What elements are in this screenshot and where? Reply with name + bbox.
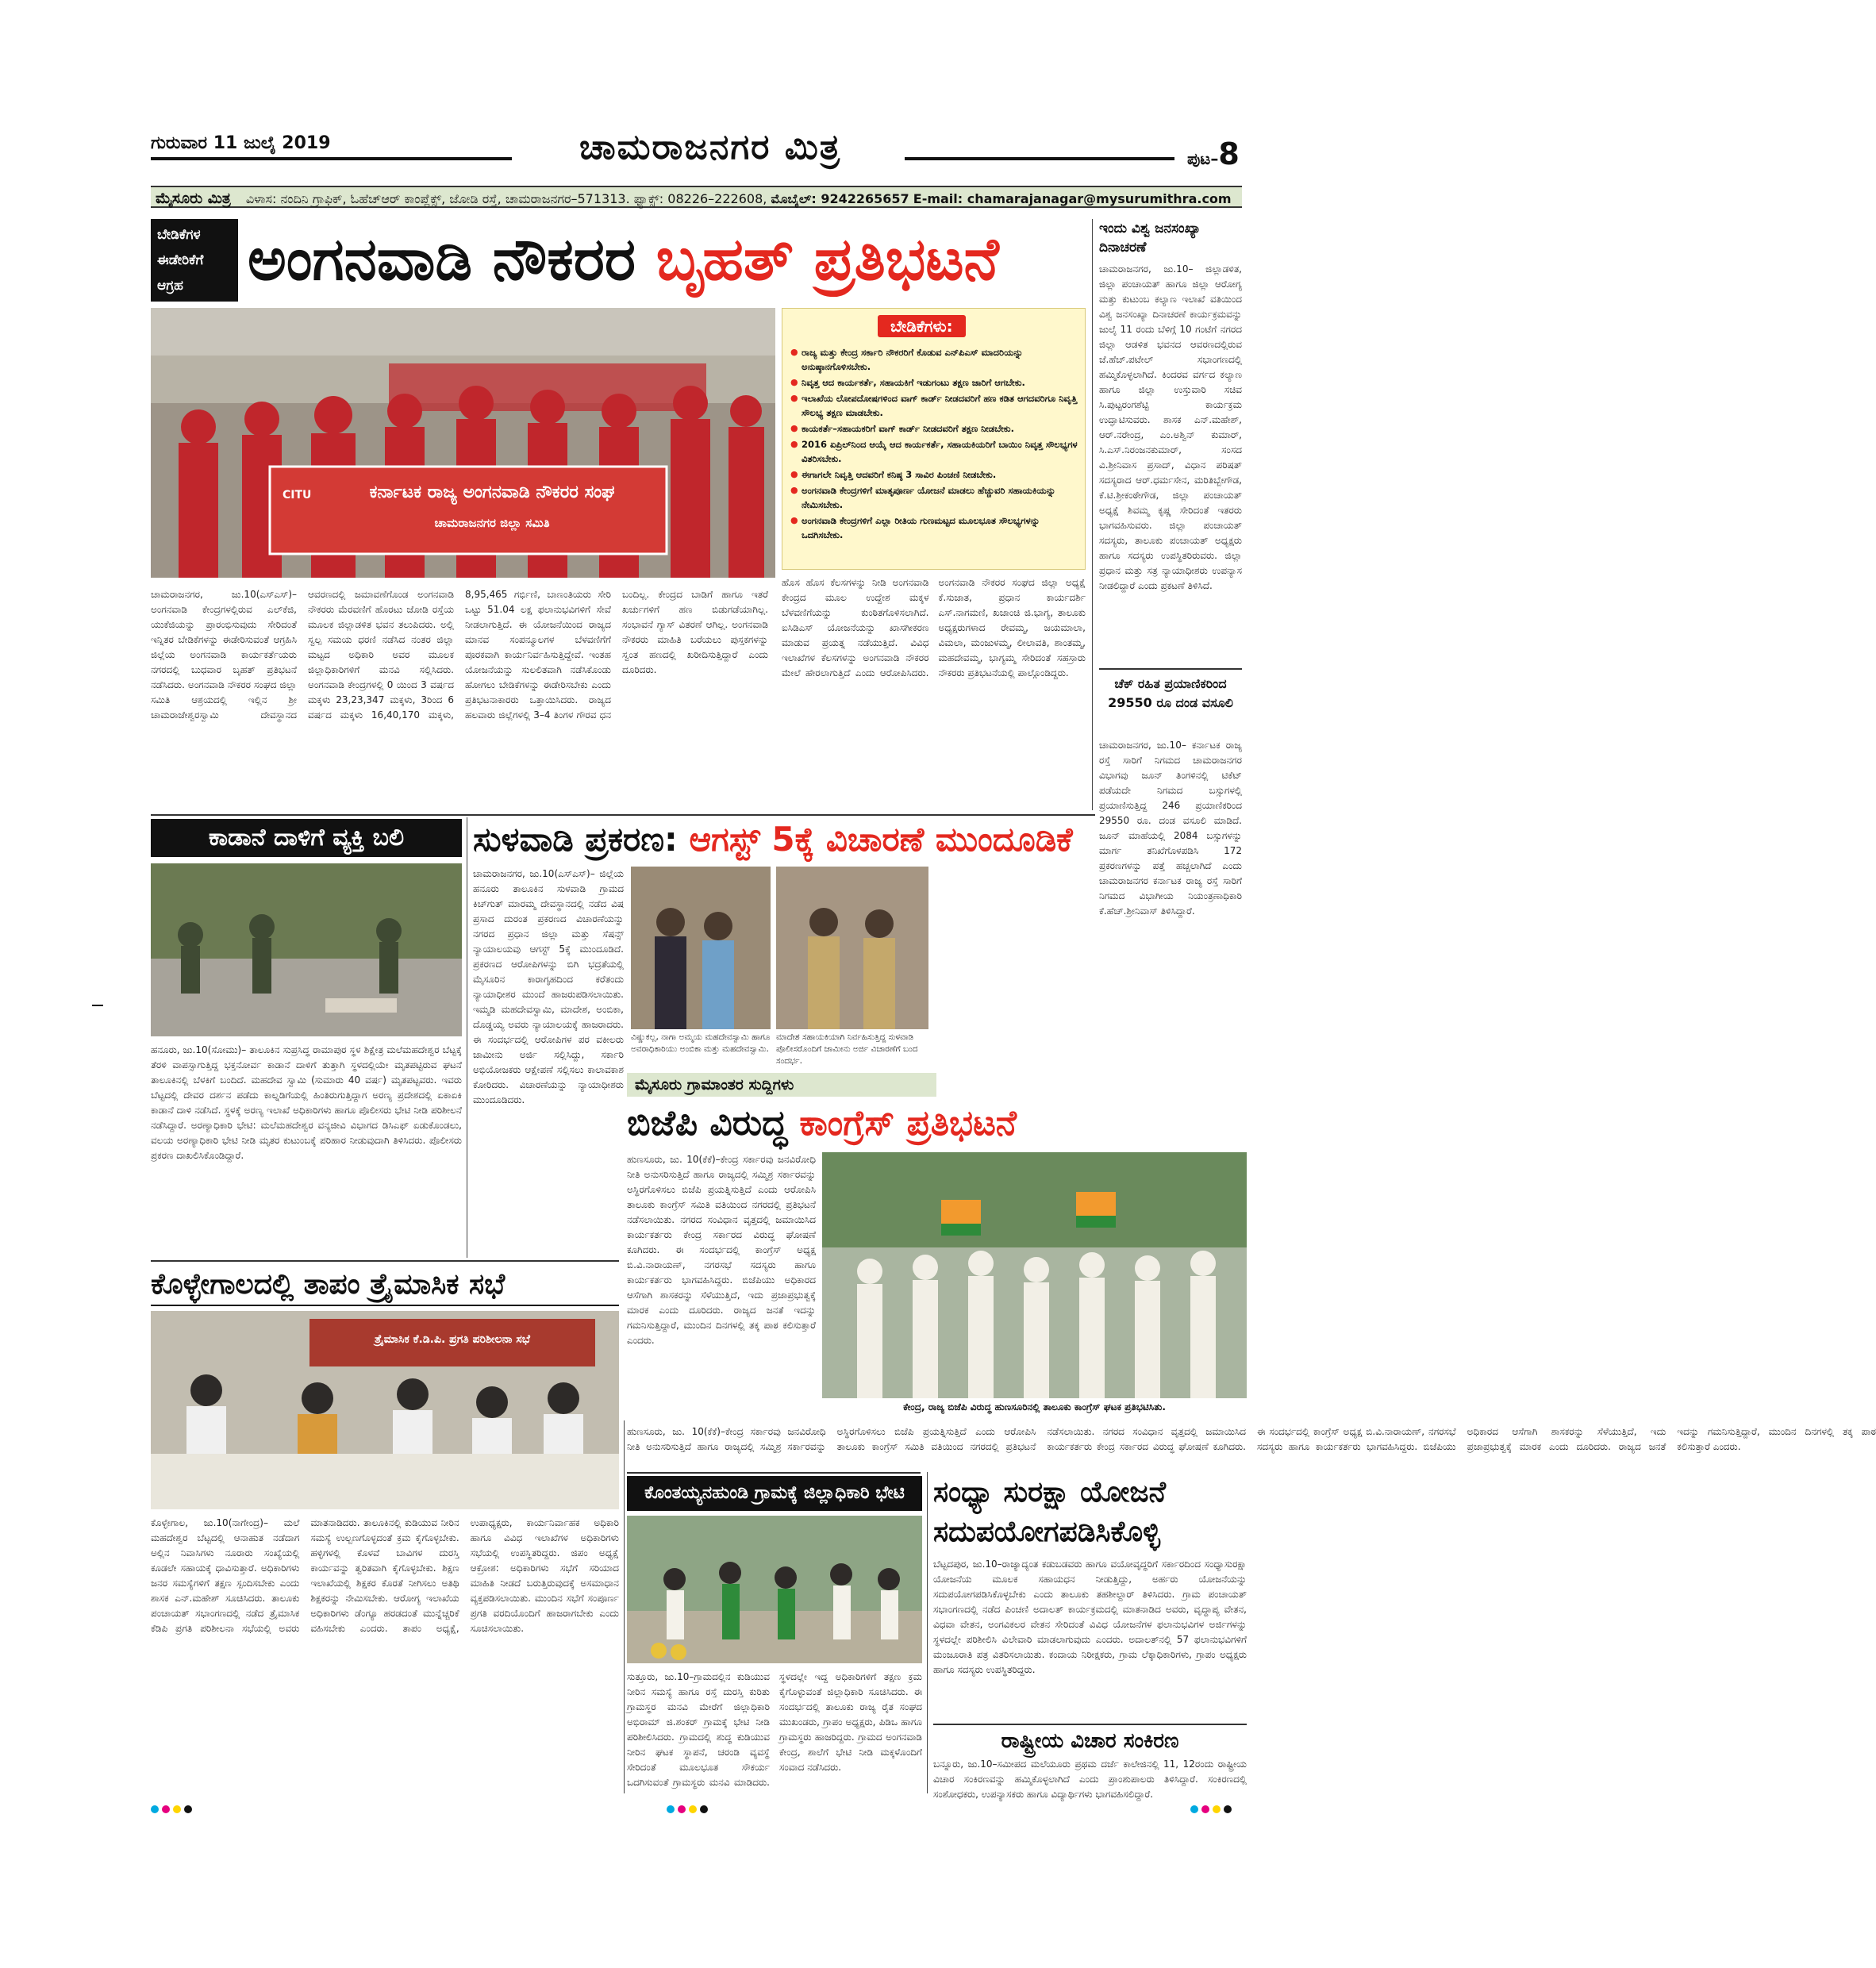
issue-date: ಗುರುವಾರ 11 ಜುಲೈ 2019 [151,133,331,153]
demand-item: ● ಈಗಾಗಲೇ ನಿವೃತ್ತಿ ಆದವರಿಗೆ ಕನಿಷ್ಠ 3 ಸಾವಿರ ಪಿಂಚಣಿ ನೀಡಬೇಕು. [790,467,1080,482]
protest-caption: ಕೇಂದ್ರ, ರಾಜ್ಯ ಬಿಜೆಪಿ ವಿರುದ್ಧ ಹುಣಸೂರಿನಲ್ಲಿ ತಾಲೂಕು ಕಾಂಗ್ರೆಸ್ ಘಟಕ ಪ್ರತಿಭಟಿಸಿತು. [903,1401,1166,1413]
sandhya-headline-line-2: ಸದುಪಯೋಗಪಡಿಸಿಕೊಳ್ಳಿ [933,1516,1160,1548]
citu-logo: CITU [283,489,312,502]
population-day-title: ಇಂದು ವಿಶ್ವ ಜನಸಂಖ್ಯಾ ದಿನಾಚರಣೆ [1099,221,1201,256]
page-digit: 8 [1218,136,1240,171]
fax: ಫ್ಯಾಕ್ಸ್: 08226–222608, [633,191,767,206]
bjp-congress-body: ಹುಣಸೂರು, ಜು. 10(ಕೆಕೆ)–ಕೇಂದ್ರ ಸರ್ಕಾರವು ಜನವಿರೋಧಿ ನೀತಿ ಅನುಸರಿಸುತ್ತಿದೆ ಹಾಗೂ ರಾಜ್ಯದಲ್ಲಿ ಸಮ್ಮಿಶ್ರ ಸರ್ಕಾರವನ್ನು ಅಸ್ಥಿರಗೊಳಿಸಲು ಬಿಜೆಪಿ ಪ್ರಯತ್ನಿಸುತ್ತಿದೆ ಎಂದು ಆರೋಪಿಸಿ ತಾಲೂಕು ಕಾಂಗ್ರೆಸ್ ಸಮಿತಿ ವತಿಯಿಂದ ನಗರದಲ್ಲಿ ಪ್ರತಿಭಟನೆ ನಡೆಸಲಾಯಿತು. ನಗರದ ಸಂವಿಧಾನ ವೃತ್ತದಲ್ಲಿ ಜಮಾಯಿಸಿದ ಕಾರ್ಯಕರ್ತರು ಕೇಂದ್ರ ಸರ್ಕಾರದ ವಿರುದ್ಧ ಘೋಷಣೆ ಕೂಗಿದರು. ಈ ಸಂದರ್ಭದಲ್ಲಿ ಕಾಂಗ್ರೆಸ್ ಅಧ್ಯಕ್ಷ ಬಿ.ವಿ.ನಾರಾಯಣ್, ನಗರಸಭೆ ಸದಸ್ಯರು ಹಾಗೂ ಕಾರ್ಯಕರ್ತರು ಭಾಗವಹಿಸಿದ್ದರು. ಬಿಜೆಪಿಯು ಅಧಿಕಾರದ ಆಸೆಗಾಗಿ ಶಾಸಕರನ್ನು ಸೆಳೆಯುತ್ತಿದೆ, ಇದು ಪ್ರಜಾಪ್ರಭುತ್ವಕ್ಕೆ ಮಾರಕ ಎಂದು ದೂರಿದರು. ರಾಜ್ಯದ ಜನತೆ ಇದನ್ನು ಗಮನಿಸುತ್ತಿದ್ದಾರೆ, ಮುಂದಿನ ದಿನಗಳಲ್ಲಿ ತಕ್ಕ ಪಾಠ ಕಲಿಸುತ್ತಾರೆ ಎಂದರು. [627,1154,816,1346]
sulwadi-headline-red: ಆಗಸ್ಟ್ 5ಕ್ಕೆ ವಿಚಾರಣೆ ಮುಂದೂಡಿಕೆ [689,820,1073,859]
sandhya-headline-line-1: ಸಂಧ್ಯಾ ಸುರಕ್ಷಾ ಯೋಜನೆ [933,1476,1167,1509]
demand-item: ● ಅಂಗನವಾಡಿ ಕೇಂದ್ರಗಳಿಗೆ ಎಲ್ಲಾ ರೀತಿಯ ಗುಣಮಟ್ಟದ ಮೂಲಭೂತ ಸೌಲಭ್ಯಗಳನ್ನು ಒದಗಿಸಬೇಕು. [790,513,1080,542]
kontayyanahundi-headline: ಕೊಂತಯ್ಯನಹುಂಡಿ ಗ್ರಾಮಕ್ಕೆ ಜಿಲ್ಲಾಧಿಕಾರಿ ಭೇಟಿ [627,1476,922,1511]
demands-title: ಬೇಡಿಕೆಗಳು: [878,315,966,337]
congress-rally-illustration [822,1152,1247,1398]
protest-photo [822,1152,1247,1398]
section-divider-1 [151,814,1095,816]
registration-marks-centre [667,1801,711,1816]
sulwadi-photo-2 [776,867,928,1029]
elephant-headline: ಕಾಡಾನೆ ದಾಳಿಗೆ ವ್ಯಕ್ತಿ ಬಲಿ [151,819,462,857]
seminar-body: ಬನ್ನೂರು, ಜು.10–ಸಮೀಪದ ಮಲೆಯೂರು ಪ್ರಥಮ ದರ್ಜೆ ಕಾಲೇಜಿನಲ್ಲಿ 11, 12ರಂದು ರಾಷ್ಟ್ರೀಯ ವಿಚಾರ ಸಂಕಿರಣವನ್ನು ಹಮ್ಮಿಕೊಳ್ಳಲಾಗಿದೆ ಎಂದು ಪ್ರಾಂಶುಪಾಲರು ತಿಳಿಸಿದ್ದಾರೆ. ಸಂಕಿರಣದಲ್ಲಿ ಸಂಶೋಧಕರು, ಉಪನ್ಯಾಸಕರು ಹಾಗೂ ವಿದ್ಯಾರ್ಥಿಗಳು ಭಾಗವಹಿಸಲಿದ್ದಾರೆ. [933,1759,1247,1800]
village-visit-illustration [627,1516,922,1663]
seminar-headline: ರಾಷ್ಟ್ರೀಯ ವಿಚಾರ ಸಂಕಿರಣ [1001,1729,1179,1753]
demand-item: ● ಅಂಗನವಾಡಿ ಕೇಂದ್ರಗಳಿಗೆ ಮಾತೃಪೂರ್ಣ ಯೋಜನೆ ಮಾಡಲು ಹೆಚ್ಚುವರಿ ಸಹಾಯಕಿಯನ್ನು ನೇಮಿಸಬೇಕು. [790,483,1080,512]
meeting-banner-text: ತ್ರೈಮಾಸಿಕ ಕೆ.ಡಿ.ಪಿ. ಪ್ರಗತಿ ಪರಿಶೀಲನಾ ಸಭೆ [375,1333,530,1346]
margin-mark [92,1005,103,1006]
bjp-congress-headline-black: ಬಿಜೆಪಿ ವಿರುದ್ಧ [627,1103,788,1144]
lead-headline-black: ಅಂಗನವಾಡಿ ನೌಕರರ [248,225,636,294]
kollegal-photo [151,1311,619,1509]
sulwadi-caption-2: ಮಾದೇಶ ಸಹಾಯಕಿಯಾಗಿ ನಿರ್ವಹಿಸುತ್ತಿದ್ದ ಸುಳವಾಡಿ ಪೊಲೀಸರೊಂದಿಗೆ ಜಾಮೀನು ಅರ್ಜಿ ವಿಚಾರಣೆಗೆ ಬಂದ ಸಂದರ್ಭ. [776,1032,918,1066]
sulwadi-body: ಚಾಮರಾಜನಗರ, ಜು.10(ಎಸ್‌ಎಸ್)– ಜಿಲ್ಲೆಯ ಹನೂರು ತಾಲೂಕಿನ ಸುಳವಾಡಿ ಗ್ರಾಮದ ಕಿಚ್‌ಗುತ್ ಮಾರಮ್ಮ ದೇವಸ್ಥಾನದಲ್ಲಿ ನಡೆದ ವಿಷ ಪ್ರಸಾದ ದುರಂತ ಪ್ರಕರಣದ ವಿಚಾರಣೆಯನ್ನು ನಗರದ ಪ್ರಧಾನ ಜಿಲ್ಲಾ ಮತ್ತು ಸೆಷನ್ಸ್ ನ್ಯಾಯಾಲಯವು ಆಗಸ್ಟ್ 5ಕ್ಕೆ ಮುಂದೂಡಿದೆ. ಪ್ರಕರಣದ ಆರೋಪಿಗಳನ್ನು ಬಿಗಿ ಭದ್ರತೆಯಲ್ಲಿ ಮೈಸೂರಿನ ಕಾರಾಗೃಹದಿಂದ ಕರೆತಂದು ನ್ಯಾಯಾಧೀಶರ ಮುಂದೆ ಹಾಜರುಪಡಿಸಲಾಯಿತು. ಇಮ್ಮಡಿ ಮಹದೇವಸ್ವಾಮಿ, ಮಾದೇಶ, ಅಂಬಿಕಾ, ದೊಡ್ಡಯ್ಯ ಅವರು ನ್ಯಾಯಾಲಯಕ್ಕೆ ಹಾಜರಾದರು. ಈ ಸಂದರ್ಭದಲ್ಲಿ ಆರೋಪಿಗಳ ಪರ ವಕೀಲರು ಜಾಮೀನು ಅರ್ಜಿ ಸಲ್ಲಿಸಿದ್ದು, ಸರ್ಕಾರಿ ಅಭಿಯೋಜಕರು ಆಕ್ಷೇಪಣೆ ಸಲ್ಲಿಸಲು ಕಾಲಾವಕಾಶ ಕೋರಿದರು. ವಿಚಾರಣೆಯನ್ನು ನ್ಯಾಯಾಧೀಶರು ಮುಂದೂಡಿದರು. [473,868,624,1105]
demand-item: ● 2016 ಏಪ್ರಿಲ್‌ನಿಂದ ಆಯ್ಕೆ ಆದ ಕಾರ್ಯಕರ್ತೆ, ಸಹಾಯಕಿಯರಿಗೆ ಬಾಯಿಂ ನಿವೃತ್ತ ಸೌಲಭ್ಯಗಳ ವಿತರಿಸಬೇಕು. [790,437,1080,466]
right-divider [1099,668,1242,670]
page-label: ಪುಟ– [1187,149,1219,168]
section-divider-4 [933,1724,1247,1725]
right-lower-rule [927,1472,928,1793]
ticketless-title: ಚೆಕ್ ರಹಿತ ಪ್ರಯಾಣಿಕರಿಂದ 29550 ರೂ ದಂಡ ವಸೂಲಿ [1108,676,1233,710]
banner-text: ಕರ್ನಾಟಕ ರಾಜ್ಯ ಅಂಗನವಾಡಿ ನೌಕರರ ಸಂಘ [369,482,615,502]
demand-item: ● ಇಲಾಖೆಯ ಲೋಪದೋಷಗಳಿಂದ ವಾಗ್ ಕಾರ್ಡ್ ನೀಡದವರಿಗೆ ಹಣ ಕಡಿತ ಆಗದವರಿಗೂ ನಿವೃತ್ತಿ ಸೌಲಭ್ಯ ತಕ್ಷಣ ಮಾಡಬೇಕು. [790,391,1080,420]
kontayyanahundi-body: ಸುತ್ತೂರು, ಜು.10–ಗ್ರಾಮದಲ್ಲಿನ ಕುಡಿಯುವ ನೀರಿನ ಸಮಸ್ಯೆ ಹಾಗೂ ರಸ್ತೆ ದುರಸ್ತಿ ಕುರಿತು ಗ್ರಾಮಸ್ಥರ ಮನವಿ ಮೇರೆಗೆ ಜಿಲ್ಲಾಧಿಕಾರಿ ಅಭಿರಾಮ್ ಜಿ.ಶಂಕರ್ ಗ್ರಾಮಕ್ಕೆ ಭೇಟಿ ನೀಡಿ ಪರಿಶೀಲಿಸಿದರು. ಗ್ರಾಮದಲ್ಲಿ ಶುದ್ಧ ಕುಡಿಯುವ ನೀರಿನ ಘಟಕ ಸ್ಥಾಪನೆ, ಚರಂಡಿ ವ್ಯವಸ್ಥೆ ಸೇರಿದಂತೆ ಮೂಲಭೂತ ಸೌಕರ್ಯ ಒದಗಿಸುವಂತೆ ಗ್ರಾಮಸ್ಥರು ಮನವಿ ಮಾಡಿದರು. ಸ್ಥಳದಲ್ಲೇ ಇದ್ದ ಅಧಿಕಾರಿಗಳಿಗೆ ತಕ್ಷಣ ಕ್ರಮ ಕೈಗೊಳ್ಳುವಂತೆ ಜಿಲ್ಲಾಧಿಕಾರಿ ಸೂಚಿಸಿದರು. ಈ ಸಂದರ್ಭದಲ್ಲಿ ತಾಲೂಕು ರಾಜ್ಯ ರೈತ ಸಂಘದ ಮುಖಂಡರು, ಗ್ರಾಪಂ ಅಧ್ಯಕ್ಷರು, ಪಿಡಿಒ ಹಾಗೂ ಗ್ರಾಮಸ್ಥರು ಹಾಜರಿದ್ದರು. ಗ್ರಾಮದ ಅಂಗನವಾಡಿ ಕೇಂದ್ರ, ಶಾಲೆಗೆ ಭೇಟಿ ನೀಡಿ ಮಕ್ಕಳೊಂದಿಗೆ ಸಂವಾದ ನಡೆಸಿದರು. [627,1671,922,1788]
demand-item: ● ನಿವೃತ್ತ ಆದ ಕಾರ್ಯಕರ್ತೆ, ಸಹಾಯಕಿಗೆ ಇಡುಗಂಟು ತಕ್ಷಣ ಜಾರಿಗೆ ಆಗಬೇಕು. [790,375,1080,390]
demands-list [790,345,1080,544]
demands-box [782,308,1086,570]
header-rule-left [151,157,512,160]
lead-headline-red: ಬೃಹತ್ ಪ್ರತಿಭಟನೆ [655,225,999,294]
protest-march-illustration [151,308,775,578]
banner-subtext: ಚಾಮರಾಜನಗರ ಜಿಲ್ಲಾ ಸಮಿತಿ [434,516,550,530]
section-divider-3 [627,1472,921,1474]
lead-tag-line-3: ಆಗ್ರಹ [157,278,183,294]
sulwadi-caption-1: ವಿಷ್ಣುಕಲ್ಲ, ನಾಗಾ ಅಮ್ಮಯ ಮಹದೇವಸ್ವಾಮಿ ಹಾಗೂ ಅವರಾಧಿಕಾರಿಯು ಅಂಬಿಕಾ ಮತ್ತು ಮಹದೇವಸ್ವಾಮಿ. [631,1032,771,1054]
sandhya-headline [933,1473,1247,1552]
police-escort-illustration [776,867,928,1029]
bjp-congress-body-continued [627,1424,1876,1468]
lead-tag [151,219,238,302]
lead-body: ಚಾಮರಾಜನಗರ, ಜು.10(ಎಸ್‌ಎಸ್)– ಅಂಗನವಾಡಿ ಕೇಂದ್ರಗಳಲ್ಲಿರುವ ಎಲ್‌ಕೆಜಿ, ಯುಕೆಜಿಯನ್ನು ಪ್ರಾರಂಭಿಸುವುದು ಸೇರಿದಂತೆ ಇನ್ನಿತರ ಬೇಡಿಕೆಗಳನ್ನು ಈಡೇರಿಸುವಂತೆ ಆಗ್ರಹಿಸಿ ಜಿಲ್ಲೆಯ ಅಂಗನವಾಡಿ ಕಾರ್ಯಕರ್ತೆಯರು ನಗರದಲ್ಲಿ ಬುಧವಾರ ಬೃಹತ್ ಪ್ರತಿಭಟನೆ ನಡೆಸಿದರು. ಅಂಗನವಾಡಿ ನೌಕರರ ಸಂಘದ ಜಿಲ್ಲಾ ಸಮಿತಿ ಆಶ್ರಯದಲ್ಲಿ ಇಲ್ಲಿನ ಶ್ರೀ ಚಾಮರಾಜೇಶ್ವರಸ್ವಾಮಿ ದೇವಸ್ಥಾನದ ಆವರಣದಲ್ಲಿ ಜಮಾವಣೆಗೊಂಡ ಅಂಗನವಾಡಿ ನೌಕರರು ಮೆರವಣಿಗೆ ಹೊರಟು ಜೋಡಿ ರಸ್ತೆಯ ಮೂಲಕ ಜಿಲ್ಲಾಡಳಿತ ಭವನ ತಲುಪಿದರು. ಅಲ್ಲಿ ಸ್ವಲ್ಪ ಸಮಯ ಧರಣಿ ನಡೆಸಿದ ನಂತರ ಜಿಲ್ಲಾ ಮಟ್ಟದ ಅಧಿಕಾರಿ ಅವರ ಮೂಲಕ ಜಿಲ್ಲಾಧಿಕಾರಿಗಳಿಗೆ ಮನವಿ ಸಲ್ಲಿಸಿದರು. ಅಂಗನವಾಡಿ ಕೇಂದ್ರಗಳಲ್ಲಿ 0 ಯಿಂದ 3 ವರ್ಷದ ಮಕ್ಕಳು 23,23,347 ಮಕ್ಕಳು, 3ರಿಂದ 6 ವರ್ಷದ ಮಕ್ಕಳು 16,40,170 ಮಕ್ಕಳು, 8,95,465 ಗರ್ಭಿಣಿ, ಬಾಣಂತಿಯರು ಸೇರಿ ಒಟ್ಟು 51.04 ಲಕ್ಷ ಫಲಾನುಭವಿಗಳಿಗೆ ಸೇವೆ ನೀಡಲಾಗುತ್ತಿದೆ. ಈ ಯೋಜನೆಯಿಂದ ರಾಜ್ಯದ ಮಾನವ ಸಂಪನ್ಮೂಲಗಳ ಬೆಳವಣಿಗೆಗೆ ಪೂರಕವಾಗಿ ಕಾರ್ಯನಿರ್ವಹಿಸುತ್ತಿದ್ದೇವೆ. ಇಂತಹ ಯೋಜನೆಯನ್ನು ಸುಲಲಿತವಾಗಿ ನಡೆಸಿಕೊಂಡು ಹೋಗಲು ಬೇಡಿಕೆಗಳನ್ನು ಈಡೇರಿಸಬೇಕು ಎಂದು ಪ್ರತಿಭಟನಾಕಾರರು ಒತ್ತಾಯಿಸಿದರು. ರಾಜ್ಯದ ಹಲವಾರು ಜಿಲ್ಲೆಗಳಲ್ಲಿ 3–4 ತಿಂಗಳ ಗೌರವ ಧನ ಬಂದಿಲ್ಲ. ಕೇಂದ್ರದ ಬಾಡಿಗೆ ಹಾಗೂ ಇತರೆ ಖರ್ಚುಗಳಿಗೆ ಹಣ ಬಿಡುಗಡೆಯಾಗಿಲ್ಲ. ಸಂಭಾವನೆ ಗ್ಯಾಸ್ ವಿತರಣೆ ಆಗಿಲ್ಲ. ಅಂಗನವಾಡಿ ನೌಕರರು ಮಾಹಿತಿ ಬರೆಯಲು ಪುಸ್ತಕಗಳನ್ನು ಸ್ವಂತ ಹಣದಲ್ಲಿ ಖರೀದಿಸುತ್ತಿದ್ದಾರೆ ಎಂದು ದೂರಿದರು. [151,589,768,721]
sulwadi-photo-1 [631,867,771,1029]
forest-scene-illustration [151,863,462,1036]
dc-visit-photo [627,1516,922,1663]
bjp-congress-headline-red: ಕಾಂಗ್ರೆಸ್ ಪ್ರತಿಭಟನೆ [799,1103,1017,1144]
right-column-rule [1092,219,1093,810]
bjp-congress-headline [627,1099,1246,1148]
sulwadi-headline-black: ಸುಳವಾಡಿ ಪ್ರಕರಣ: [473,820,678,859]
sulwadi-headline [473,817,1247,862]
registration-marks-left [151,1801,195,1816]
centre-rule [624,1420,625,1793]
section-divider-2 [151,1260,619,1262]
lead-headline [248,216,1081,303]
header-rule-right [905,157,1174,160]
demand-item: ● ರಾಜ್ಯ ಮತ್ತು ಕೇಂದ್ರ ಸರ್ಕಾರಿ ನೌಕರರಿಗೆ ಕೊಡುವ ಎನ್‌ಪಿಎಸ್ ಮಾದರಿಯನ್ನು ಅನುಷ್ಠಾನಗೊಳಿಸಬೇಕು. [790,345,1080,374]
email: E-mail: chamarajanagar@mysurumithra.com [913,191,1232,206]
lead-photo [151,308,775,578]
lead-tag-line-1: ಬೇಡಿಕೆಗಳ [157,227,201,243]
kollegal-body: ಕೊಳ್ಳೇಗಾಲ, ಜು.10(ನಾಗೇಂದ್ರ)– ಮಲೆ ಮಹದೇಶ್ವರ ಬೆಟ್ಟದಲ್ಲಿ ಆನಾಹುತ ನಡೆದಾಗ ಅಲ್ಲಿನ ನಿವಾಸಿಗಳು ನೂರಾರು ಸಂಖ್ಯೆಯಲ್ಲಿ ಕೂಡಲೇ ಸಹಾಯಕ್ಕೆ ಧಾವಿಸುತ್ತಾರೆ. ಅಧಿಕಾರಿಗಳು ಜನರ ಸಮಸ್ಯೆಗಳಿಗೆ ತಕ್ಷಣ ಸ್ಪಂದಿಸಬೇಕು ಎಂದು ಶಾಸಕ ಎನ್.ಮಹೇಶ್ ಸೂಚಿಸಿದರು. ತಾಲೂಕು ಪಂಚಾಯತ್ ಸಭಾಂಗಣದಲ್ಲಿ ನಡೆದ ತ್ರೈಮಾಸಿಕ ಕೆಡಿಪಿ ಪ್ರಗತಿ ಪರಿಶೀಲನಾ ಸಭೆಯಲ್ಲಿ ಅವರು ಮಾತನಾಡಿದರು. ತಾಲೂಕಿನಲ್ಲಿ ಕುಡಿಯುವ ನೀರಿನ ಸಮಸ್ಯೆ ಉಲ್ಬಣಗೊಳ್ಳದಂತೆ ಕ್ರಮ ಕೈಗೊಳ್ಳಬೇಕು. ಹಳ್ಳಿಗಳಲ್ಲಿ ಕೊಳವೆ ಬಾವಿಗಳ ದುರಸ್ತಿ ಕಾರ್ಯವನ್ನು ತ್ವರಿತವಾಗಿ ಕೈಗೊಳ್ಳಬೇಕು. ಶಿಕ್ಷಣ ಇಲಾಖೆಯಲ್ಲಿ ಶಿಕ್ಷಕರ ಕೊರತೆ ನೀಗಿಸಲು ಅತಿಥಿ ಶಿಕ್ಷಕರನ್ನು ನೇಮಿಸಬೇಕು. ಆರೋಗ್ಯ ಇಲಾಖೆಯ ಅಧಿಕಾರಿಗಳು ಡೆಂಗ್ಯೂ ಹರಡದಂತೆ ಮುನ್ನೆಚ್ಚರಿಕೆ ವಹಿಸಬೇಕು ಎಂದರು. ತಾಪಂ ಅಧ್ಯಕ್ಷೆ, ಉಪಾಧ್ಯಕ್ಷರು, ಕಾರ್ಯನಿರ್ವಾಹಕ ಅಧಿಕಾರಿ ಹಾಗೂ ವಿವಿಧ ಇಲಾಖೆಗಳ ಅಧಿಕಾರಿಗಳು ಸಭೆಯಲ್ಲಿ ಉಪಸ್ಥಿತರಿದ್ದರು. ಜಿಪಂ ಅಧ್ಯಕ್ಷೆ ಆಕ್ರೋಶ: ಅಧಿಕಾರಿಗಳು ಸಭೆಗೆ ಸರಿಯಾದ ಮಾಹಿತಿ ನೀಡದೆ ಬರುತ್ತಿರುವುದಕ್ಕೆ ಅಸಮಾಧಾನ ವ್ಯಕ್ತಪಡಿಸಲಾಯಿತು. ಮುಂದಿನ ಸಭೆಗೆ ಸಂಪೂರ್ಣ ಪ್ರಗತಿ ವರದಿಯೊಂದಿಗೆ ಹಾಜರಾಗಬೇಕು ಎಂದು ಸೂಚಿಸಲಾಯಿತು. [151,1517,619,1634]
ticketless-body: ಚಾಮರಾಜನಗರ, ಜು.10– ಕರ್ನಾಟಕ ರಾಜ್ಯ ರಸ್ತೆ ಸಾರಿಗೆ ನಿಗಮದ ಚಾಮರಾಜನಗರ ವಿಭಾಗವು ಜೂನ್ ತಿಂಗಳಿನಲ್ಲಿ ಟಿಕೆಟ್ ಪಡೆಯದೇ ನಿಗಮದ ಬಸ್ಸುಗಳಲ್ಲಿ ಪ್ರಯಾಣಿಸುತ್ತಿದ್ದ 246 ಪ್ರಯಾಣಿಕರಿಂದ 29550 ರೂ. ದಂಡ ವಸೂಲಿ ಮಾಡಿದೆ. ಜೂನ್ ಮಾಹೆಯಲ್ಲಿ 2084 ಬಸ್ಸುಗಳನ್ನು ಮಾರ್ಗ ತನಿಖೆಗೊಳಪಡಿಸಿ 172 ಪ್ರಕರಣಗಳನ್ನು ಪತ್ತೆ ಹಚ್ಚಲಾಗಿದೆ ಎಂದು ಚಾಮರಾಜನಗರ ಕರ್ನಾಟಕ ರಾಜ್ಯ ರಸ್ತೆ ಸಾರಿಗೆ ನಿಗಮದ ವಿಭಾಗೀಯ ನಿಯಂತ್ರಣಾಧಿಕಾರಿ ಕೆ.ಹೆಚ್.ಶ್ರೀನಿವಾಸ್ ತಿಳಿಸಿದ್ದಾರೆ. [1099,740,1242,917]
brand-name: ಮೈಸೂರು ಮಿತ್ರ [156,190,231,207]
kollegal-headline: ಕೊಳ್ಳೇಗಾಲದಲ್ಲಿ ತಾಪಂ ತ್ರೈಮಾಸಿಕ ಸಭೆ [151,1265,619,1306]
masthead: ಚಾಮರಾಜನಗರ ಮಿತ್ರ [579,127,841,167]
elephant-body: ಹನೂರು, ಜು.10(ಸೋಮು)– ತಾಲೂಕಿನ ಸುಪ್ರಸಿದ್ಧ ರಾಮಾಪುರ ಸ್ಥಳ ಶಿಕ್ಷೇತ್ರ ಮಲೆಮಹದೇಶ್ವರ ಬೆಟ್ಟಕ್ಕೆ ತೆರಳಿ ವಾಪಸ್ಸಾಗುತ್ತಿದ್ದ ಭಕ್ತನೋರ್ವ ಕಾಡಾನೆ ದಾಳಿಗೆ ತುತ್ತಾಗಿ ಸ್ಥಳದಲ್ಲಿಯೇ ಮೃತಪಟ್ಟಿರುವ ಘಟನೆ ತಾಲೂಕಿನಲ್ಲಿ ಬೆಳಕಿಗೆ ಬಂದಿದೆ. ಮಹದೇವ ಸ್ವಾಮಿ (ಸುಮಾರು 40 ವರ್ಷ) ಮೃತಪಟ್ಟವರು. ಇವರು ಬೆಟ್ಟದಲ್ಲಿ ದೇವರ ದರ್ಶನ ಪಡೆದು ಕಾಲ್ನಡಿಗೆಯಲ್ಲಿ ಹಿಂತಿರುಗುತ್ತಿದ್ದಾಗ ಅರಣ್ಯ ಪ್ರದೇಶದಲ್ಲಿ ಏಕಾಏಕಿ ಕಾಡಾನೆ ದಾಳಿ ನಡೆಸಿದೆ. ಸ್ಥಳಕ್ಕೆ ಅರಣ್ಯ ಇಲಾಖೆ ಅಧಿಕಾರಿಗಳು ಹಾಗೂ ಪೊಲೀಸರು ಭೇಟಿ ನೀಡಿ ಪರಿಶೀಲನೆ ನಡೆಸಿದ್ದಾರೆ. ಅರಣ್ಯಾಧಿಕಾರಿ ಭೇಟಿ: ಮಲೆಮಹದೇಶ್ವರ ವನ್ಯಜೀವಿ ವಿಭಾಗದ ಡಿಸಿಎಫ್ ಏಡುಕೊಂಡಲು, ವಲಯ ಅರಣ್ಯಾಧಿಕಾರಿ ಭೇಟಿ ನೀಡಿ ಮೃತರ ಕುಟುಂಬಕ್ಕೆ ಪರಿಹಾರ ನೀಡುವುದಾಗಿ ತಿಳಿಸಿದರು. ಪೊಲೀಸರು ಪ್ರಕರಣ ದಾಖಲಿಸಿಕೊಂಡಿದ್ದಾರೆ. [151,1044,462,1161]
page-number [1187,136,1240,171]
court-scene-illustration [631,867,771,1029]
bjp-congress-continued-text: ಹುಣಸೂರು, ಜು. 10(ಕೆಕೆ)–ಕೇಂದ್ರ ಸರ್ಕಾರವು ಜನವಿರೋಧಿ ನೀತಿ ಅನುಸರಿಸುತ್ತಿದೆ ಹಾಗೂ ರಾಜ್ಯದಲ್ಲಿ ಸಮ್ಮಿಶ್ರ ಸರ್ಕಾರವನ್ನು ಅಸ್ಥಿರಗೊಳಿಸಲು ಬಿಜೆಪಿ ಪ್ರಯತ್ನಿಸುತ್ತಿದೆ ಎಂದು ಆರೋಪಿಸಿ ತಾಲೂಕು ಕಾಂಗ್ರೆಸ್ ಸಮಿತಿ ವತಿಯಿಂದ ನಗರದಲ್ಲಿ ಪ್ರತಿಭಟನೆ ನಡೆಸಲಾಯಿತು. ನಗರದ ಸಂವಿಧಾನ ವೃತ್ತದಲ್ಲಿ ಜಮಾಯಿಸಿದ ಕಾರ್ಯಕರ್ತರು ಕೇಂದ್ರ ಸರ್ಕಾರದ ವಿರುದ್ಧ ಘೋಷಣೆ ಕೂಗಿದರು. ಈ ಸಂದರ್ಭದಲ್ಲಿ ಕಾಂಗ್ರೆಸ್ ಅಧ್ಯಕ್ಷ ಬಿ.ವಿ.ನಾರಾಯಣ್, ನಗರಸಭೆ ಸದಸ್ಯರು ಹಾಗೂ ಕಾರ್ಯಕರ್ತರು ಭಾಗವಹಿಸಿದ್ದರು. ಬಿಜೆಪಿಯು ಅಧಿಕಾರದ ಆಸೆಗಾಗಿ ಶಾಸಕರನ್ನು ಸೆಳೆಯುತ್ತಿದೆ, ಇದು ಪ್ರಜಾಪ್ರಭುತ್ವಕ್ಕೆ ಮಾರಕ ಎಂದು ದೂರಿದರು. ರಾಜ್ಯದ ಜನತೆ ಇದನ್ನು ಗಮನಿಸುತ್ತಿದ್ದಾರೆ, ಮುಂದಿನ ದಿನಗಳಲ್ಲಿ ತಕ್ಕ ಪಾಠ ಕಲಿಸುತ್ತಾರೆ ಎಂದರು. [627,1426,1876,1452]
elephant-photo [151,863,462,1036]
mobile: ಮೊಬೈಲ್: 9242265657 [771,191,909,206]
lead-tag-line-2: ಈಡೇರಿಕೆಗೆ [157,252,204,268]
sandhya-body: ಬೆಟ್ಟದಪುರ, ಜು.10–ರಾಜ್ಯಾದ್ಯಂತ ಕಡುಬಡವರು ಹಾಗೂ ವಯೋವೃದ್ಧರಿಗೆ ಸರ್ಕಾರದಿಂದ ಸಂಧ್ಯಾಸುರಕ್ಷಾ ಯೋಜನೆಯ ಮೂಲಕ ಸಹಾಯಧನ ನೀಡುತ್ತಿದ್ದು, ಅರ್ಹರು ಯೋಜನೆಯನ್ನು ಸದುಪಯೋಗಪಡಿಸಿಕೊಳ್ಳಬೇಕು ಎಂದು ತಾಲೂಕು ತಹಶೀಲ್ದಾರ್ ತಿಳಿಸಿದರು. ಗ್ರಾಮ ಪಂಚಾಯತ್ ಸಭಾಂಗಣದಲ್ಲಿ ನಡೆದ ಪಿಂಚಣಿ ಅದಾಲತ್ ಕಾರ್ಯಕ್ರಮದಲ್ಲಿ ಮಾತನಾಡಿದ ಅವರು, ವೃದ್ಧಾಪ್ಯ ವೇತನ, ವಿಧವಾ ವೇತನ, ಅಂಗವಿಕಲರ ವೇತನ ಸೇರಿದಂತೆ ವಿವಿಧ ಯೋಜನೆಗಳ ಫಲಾನುಭವಿಗಳ ಅರ್ಜಿಗಳನ್ನು ಸ್ಥಳದಲ್ಲೇ ಪರಿಶೀಲಿಸಿ ವಿಲೇವಾರಿ ಮಾಡಲಾಗುವುದು ಎಂದರು. ಅದಾಲತ್‌ನಲ್ಲಿ 57 ಫಲಾನುಭವಿಗಳಿಗೆ ಮಂಜೂರಾತಿ ಪತ್ರ ವಿತರಿಸಲಾಯಿತು. ಕಂದಾಯ ನಿರೀಕ್ಷಕರು, ಗ್ರಾಮ ಲೆಕ್ಕಾಧಿಕಾರಿಗಳು, ಗ್ರಾಪಂ ಅಧ್ಯಕ್ಷರು ಹಾಗೂ ಸದಸ್ಯರು ಉಪಸ್ಥಿತರಿದ್ದರು. [933,1559,1247,1675]
address: ವಿಳಾಸ: ನಂದಿನಿ ಗ್ರಾಫಿಕ್, ಓಹೆಚ್‌ಆರ್ ಕಾಂಪ್ಲೆಕ್ಸ್, ಜೋಡಿ ರಸ್ತೆ, ಚಾಮರಾಜನಗರ–571313. [245,191,630,206]
lead-body-continued: ಹೊಸ ಹೊಸ ಕೆಲಸಗಳನ್ನು ನೀಡಿ ಅಂಗನವಾಡಿ ಕೇಂದ್ರದ ಮೂಲ ಉದ್ದೇಶ ಮಕ್ಕಳ ಬೆಳವಣಿಗೆಯನ್ನು ಕುಂಠಿತಗೊಳಿಸಲಾಗಿದೆ. ಐಸಿಡಿಎಸ್ ಯೋಜನೆಯನ್ನು ಖಾಸಗೀಕರಣ ಮಾಡುವ ಪ್ರಯತ್ನ ನಡೆಯುತ್ತಿದೆ. ವಿವಿಧ ಇಲಾಖೆಗಳ ಕೆಲಸಗಳನ್ನು ಅಂಗನವಾಡಿ ನೌಕರರ ಮೇಲೆ ಹೇರಲಾಗುತ್ತಿದೆ ಎಂದು ಆರೋಪಿಸಿದರು. ಅಂಗನವಾಡಿ ನೌಕರರ ಸಂಘದ ಜಿಲ್ಲಾ ಅಧ್ಯಕ್ಷೆ ಕೆ.ಸುಜಾತ, ಪ್ರಧಾನ ಕಾರ್ಯದರ್ಶಿ ಎಸ್.ನಾಗಮಣಿ, ಖಜಾಂಚಿ ಜಿ.ಭಾಗ್ಯ, ತಾಲೂಕು ಅಧ್ಯಕ್ಷರುಗಳಾದ ರೇವಮ್ಮ, ಜಯಮಾಲಾ, ವಿಮಲಾ, ಮಂಜುಳಮ್ಮ, ಲೀಲಾವತಿ, ಶಾಂತಮ್ಮ, ಮಹದೇವಮ್ಮ, ಭಾಗ್ಯಮ್ಮ ಸೇರಿದಂತೆ ಸಹಸ್ರಾರು ನೌಕರರು ಪ್ರತಿಭಟನೆಯಲ್ಲಿ ಪಾಲ್ಗೊಂಡಿದ್ದರು. [782,577,1086,678]
registration-marks-right [1190,1801,1235,1816]
demand-item: ● ಕಾಯಕರ್ತೆ–ಸಹಾಯಕರಿಗೆ ವಾಗ್ ಕಾರ್ಡ್ ನೀಡದವರಿಗೆ ತಕ್ಷಣ ನೀಡಬೇಕು. [790,421,1080,436]
contact-bar [151,186,1242,208]
population-day-body: ಚಾಮರಾಜನಗರ, ಜು.10– ಜಿಲ್ಲಾಡಳಿತ, ಜಿಲ್ಲಾ ಪಂಚಾಯತ್ ಹಾಗೂ ಜಿಲ್ಲಾ ಆರೋಗ್ಯ ಮತ್ತು ಕುಟುಂಬ ಕಲ್ಯಾಣ ಇಲಾಖೆ ವತಿಯಿಂದ ವಿಶ್ವ ಜನಸಂಖ್ಯಾ ದಿನಾಚರಣೆ ಕಾರ್ಯಕ್ರಮವನ್ನು ಜುಲೈ 11 ರಂದು ಬೆಳಿಗ್ಗೆ 10 ಗಂಟೆಗೆ ನಗರದ ಜಿಲ್ಲಾ ಆಡಳಿತ ಭವನದ ಆವರಣದಲ್ಲಿರುವ ಜೆ.ಹೆಚ್.ಪಟೇಲ್ ಸಭಾಂಗಣದಲ್ಲಿ ಹಮ್ಮಿಕೊಳ್ಳಲಾಗಿದೆ. ಕಿಂದರವ ವರ್ಗದ ಕಲ್ಯಾಣ ಹಾಗೂ ಜಿಲ್ಲಾ ಉಸ್ತುವಾರಿ ಸಚಿವ ಸಿ.ಪುಟ್ಟರಂಗಶೆಟ್ಟಿ ಕಾರ್ಯಕ್ರಮ ಉದ್ಘಾಟಿಸುವರು. ಶಾಸಕ ಎನ್.ಮಹೇಶ್, ಆರ್.ನರೇಂದ್ರ, ಎಂ.ಅಶ್ವಿನ್ ಕುಮಾರ್, ಸಿ.ಎಸ್.ನಿರಂಜನಕುಮಾರ್, ಸಂಸದ ವಿ.ಶ್ರೀನಿವಾಸ ಪ್ರಸಾದ್, ವಿಧಾನ ಪರಿಷತ್ ಸದಸ್ಯರಾದ ಆರ್.ಧರ್ಮಸೇನ, ಮರಿತಿಬ್ಬೇಗೌಡ, ಕೆ.ಟಿ.ಶ್ರೀಕಂಠೇಗೌಡ, ಜಿಲ್ಲಾ ಪಂಚಾಯತ್ ಅಧ್ಯಕ್ಷೆ ಶಿವಮ್ಮ ಕೃಷ್ಣ ಸೇರಿದಂತೆ ಇತರರು ಭಾಗವಹಿಸುವರು. ಜಿಲ್ಲಾ ಪಂಚಾಯತ್ ಸದಸ್ಯರು, ತಾಲೂಕು ಪಂಚಾಯತ್ ಅಧ್ಯಕ್ಷರು ಹಾಗೂ ಸದಸ್ಯರು ಉಪಸ್ಥಿತರಿರುವರು. ಜಿಲ್ಲಾ ಪ್ರಧಾನ ಮತ್ತು ಸತ್ರ ನ್ಯಾಯಾಧೀಶರು ಉಪನ್ಯಾಸ ನೀಡಲಿದ್ದಾರೆ ಎಂದು ಪ್ರಕಟಣೆ ತಿಳಿಸಿದೆ. [1099,263,1242,591]
section-label: ಮೈಸೂರು ಗ್ರಾಮಾಂತರ ಸುದ್ದಿಗಳು [627,1073,936,1097]
